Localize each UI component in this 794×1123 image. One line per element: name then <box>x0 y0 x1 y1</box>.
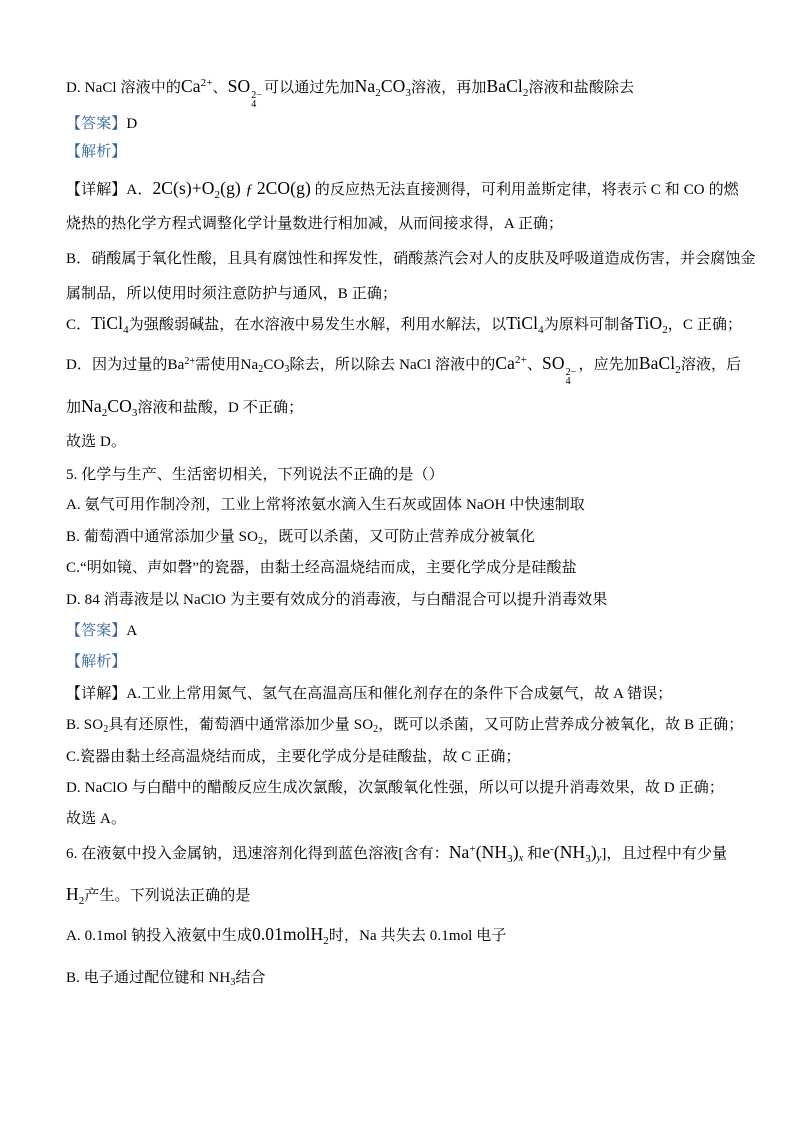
q6-stem-cont: $H_2$产生。下列说法正确的是 <box>66 884 251 907</box>
q4-detail-a: 【详解】A．$2C(s)+O_2(g)$ ƒ 2CO(g) 的反应热无法直接测得，可利用盖斯定律，将表示 C 和 CO 的燃 <box>66 178 739 201</box>
q5-option-a: A. 氨气可用作制冷剂，工业上常将浓氨水滴入生石灰或固体 NaOH 中快速制取 <box>66 497 585 513</box>
q4-answer: 【答案】D <box>66 116 138 132</box>
q5-detail-d: D. NaClO 与白醋中的醋酸反应生成次氯酸，次氯酸氧化性强，所以可以提升消毒效果，故 D 正确； <box>66 780 724 796</box>
q6-option-a: A. 0.1mol 钠投入液氨中生成0.01molH$_2$时，Na 共失去 0.1mol 电子 <box>66 924 507 947</box>
q5-detail-c: C.瓷器由黏土经高温烧结而成，主要化学成分是硅酸盐，故 C 正确； <box>66 749 521 765</box>
q4-analysis-label: 【解析】 <box>66 144 127 160</box>
q6-option-b: B. 电子通过配位键和 $NH_3$结合 <box>66 970 266 988</box>
q4-detail-c: C．TiCl$_4$为强酸弱碱盐，在水溶液中易发生水解，利用水解法，以TiCl$_4$为原料可制备TiO$_2$，C 正确； <box>66 313 743 336</box>
q4-detail-d: D．因为过量的$Ba^{2+}$需使用$Na_2CO_3$除去，所以除去 NaCl 溶液中的$Ca^{2+}$、SO 2− 4 ，应先加BaCl$_2$溶液，后 <box>66 353 742 387</box>
q5-option-b: B. 葡萄酒中通常添加少量 $SO_2$，既可以杀菌，又可防止营养成分被氧化 <box>66 529 535 547</box>
q4-detail-a-cont: 烧热的热化学方程式调整化学计量数进行相加减，从而间接求得，A 正确； <box>66 216 564 232</box>
q5-option-d: D. 84 消毒液是以 NaClO 为主要有效成分的消毒液，与白醋混合可以提升消毒效果 <box>66 592 608 608</box>
q4-conclusion: 故选 D。 <box>66 434 127 450</box>
q4-detail-b: B．硝酸属于氧化性酸，且具有腐蚀性和挥发性，硝酸蒸汽会对人的皮肤及呼吸道造成伤害，并会腐蚀金 <box>66 251 756 267</box>
q5-detail-a: 【详解】A.工业上常用氮气、氢气在高温高压和催化剂存在的条件下合成氨气，故 A 错误； <box>66 686 673 702</box>
q4-option-d: D. NaCl 溶液中的$Ca^{2+}$、SO 2− 4 可以通过先加$Na_2CO_3$溶液，再加BaCl$_2$溶液和盐酸除去 <box>66 76 635 110</box>
q5-conclusion: 故选 A。 <box>66 811 127 827</box>
q6-stem: 6. 在液氨中投入金属钠，迅速溶剂化得到蓝色溶液[含有：$Na^+(NH_3)_x$ 和$e^-(NH_3)_y$]，且过程中有少量 <box>66 842 728 865</box>
q5-answer: 【答案】A <box>66 623 138 639</box>
q5-option-c: C.“明如镜、声如磬”的瓷器，由黏土经高温烧结而成，主要化学成分是硅酸盐 <box>66 560 577 576</box>
q4-detail-d-cont: 加$Na_2CO_3$溶液和盐酸，D 不正确； <box>66 396 304 419</box>
q5-detail-b: B. $SO_2$具有还原性，葡萄酒中通常添加少量 $SO_2$，既可以杀菌，又可防止营养成分被氧化，故 B 正确； <box>66 717 744 735</box>
q5-stem: 5. 化学与生产、生活密切相关，下列说法不正确的是（） <box>66 467 444 483</box>
q5-analysis-label: 【解析】 <box>66 654 127 670</box>
q4-detail-b-cont: 属制品，所以使用时须注意防护与通风，B 正确； <box>66 286 398 302</box>
